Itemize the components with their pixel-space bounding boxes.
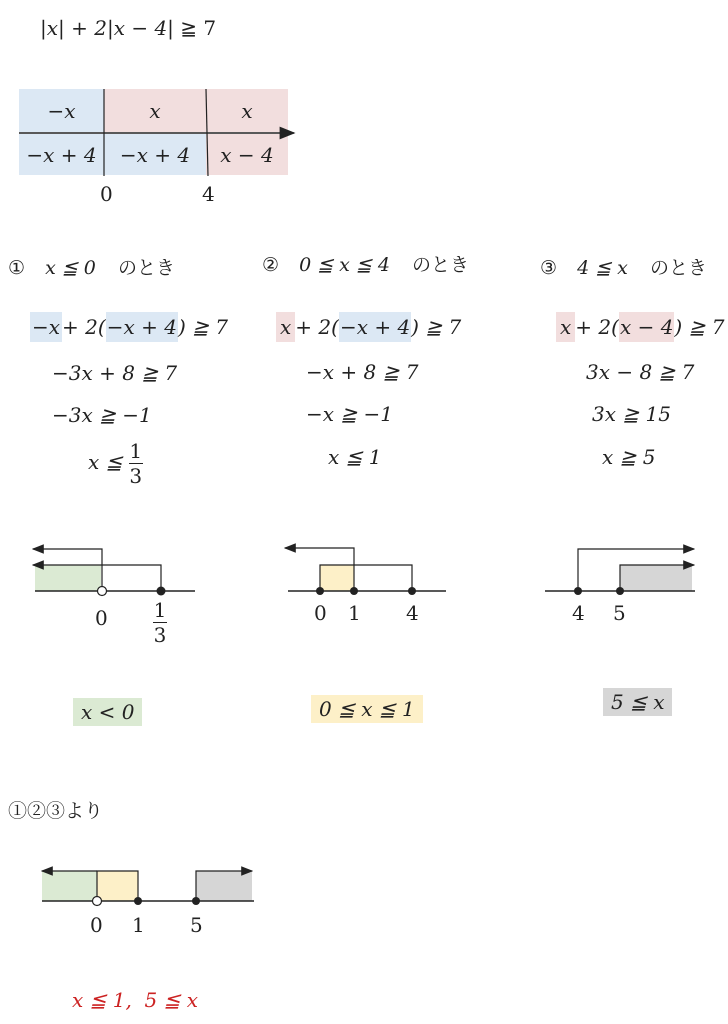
case1-condition: x ≦ 0 bbox=[45, 257, 96, 279]
case1-step2: −3x + 8 ≧ 7 bbox=[52, 361, 178, 385]
case1-step4-denominator: 3 bbox=[129, 464, 143, 488]
problem-relation: ≧ bbox=[180, 16, 198, 40]
case2-solution-shade bbox=[320, 565, 354, 591]
case2-step3: −x ≧ −1 bbox=[306, 402, 393, 426]
case3-step1-b: + 2( bbox=[575, 315, 619, 339]
case2-point-4 bbox=[408, 587, 416, 595]
case1-closed-point bbox=[157, 587, 166, 596]
case1-label-numerator: 1 bbox=[153, 598, 167, 622]
case3-point-4 bbox=[574, 587, 582, 595]
case3-step1-d: ) ≧ 7 bbox=[674, 315, 725, 339]
case2-step1-d: ) ≧ 7 bbox=[411, 315, 462, 339]
case1-step1-a: −x bbox=[30, 312, 62, 342]
case2-suffix: のとき bbox=[412, 254, 470, 276]
sign-cell-r1c2: x bbox=[104, 89, 206, 132]
case2-step1-a: x bbox=[276, 312, 295, 342]
case2-step1-b: + 2( bbox=[295, 315, 339, 339]
case1-step4-fraction bbox=[129, 441, 143, 486]
case2-label-1: 1 bbox=[348, 601, 361, 625]
case3-label-4: 4 bbox=[572, 601, 585, 625]
summary-label-0: 0 bbox=[90, 913, 103, 937]
summary-label-1: 1 bbox=[132, 913, 145, 937]
case2-result: 0 ≦ x ≦ 1 bbox=[311, 695, 423, 723]
case2-label-4: 4 bbox=[406, 601, 419, 625]
summary-point-1 bbox=[134, 897, 142, 905]
case3-step3: 3x ≧ 15 bbox=[592, 402, 671, 426]
sign-point-4: 4 bbox=[202, 182, 215, 206]
problem-lhs: |x| + 2|x − 4| bbox=[40, 16, 174, 40]
case3-step4: x ≧ 5 bbox=[602, 445, 656, 469]
summary-shade-gray bbox=[196, 871, 252, 901]
case1-number-line bbox=[33, 549, 195, 596]
final-answer: x ≦ 1, 5 ≦ x bbox=[72, 988, 199, 1012]
sign-cell-r2c2: −x + 4 bbox=[104, 134, 206, 175]
case2-label-0: 0 bbox=[314, 601, 327, 625]
case1-result: x < 0 bbox=[73, 698, 142, 726]
case1-open-point bbox=[98, 587, 107, 596]
case3-header bbox=[540, 253, 707, 280]
case3-point-5 bbox=[616, 587, 624, 595]
sign-cell-r2c3: x − 4 bbox=[206, 134, 288, 175]
case1-number: ① bbox=[8, 257, 26, 279]
sign-cell-r1c1: −x bbox=[19, 89, 104, 132]
case3-step1-c: x − 4 bbox=[619, 312, 674, 342]
case1-header bbox=[8, 253, 175, 280]
case2-number: ② bbox=[262, 254, 280, 276]
case1-step1 bbox=[30, 315, 228, 339]
summary-label: ①②③より bbox=[8, 800, 104, 822]
summary-shade-green bbox=[42, 871, 97, 901]
case2-point-0 bbox=[316, 587, 324, 595]
summary-number-line bbox=[42, 871, 254, 906]
case1-step4-numerator: 1 bbox=[129, 439, 143, 463]
sign-point-0: 0 bbox=[100, 182, 113, 206]
case3-step2: 3x − 8 ≧ 7 bbox=[586, 360, 695, 384]
case3-solution-shade bbox=[620, 565, 692, 591]
case2-header bbox=[262, 250, 469, 277]
case1-label-denominator: 3 bbox=[153, 623, 167, 647]
case1-step3: −3x ≧ −1 bbox=[52, 403, 152, 427]
sign-cell-r1c3: x bbox=[206, 89, 288, 132]
case3-number: ③ bbox=[540, 257, 558, 279]
problem-rhs: 7 bbox=[203, 16, 217, 40]
case1-step1-d: ) ≧ 7 bbox=[177, 315, 228, 339]
case1-suffix: のとき bbox=[117, 257, 175, 279]
case2-condition: 0 ≦ x ≦ 4 bbox=[299, 254, 390, 276]
case1-label-fraction bbox=[153, 600, 167, 645]
case3-step1 bbox=[556, 315, 724, 339]
case3-condition: 4 ≦ x bbox=[577, 257, 628, 279]
case3-result: 5 ≦ x bbox=[603, 688, 672, 716]
summary-label-5: 5 bbox=[190, 913, 203, 937]
summary-shade-yellow bbox=[97, 871, 138, 901]
case2-step4: x ≦ 1 bbox=[328, 445, 382, 469]
case1-label-0: 0 bbox=[95, 606, 108, 630]
case2-number-line bbox=[285, 548, 446, 595]
case3-label-5: 5 bbox=[613, 601, 626, 625]
case2-step2: −x + 8 ≧ 7 bbox=[306, 360, 419, 384]
case1-step4-lhs: x ≦ bbox=[88, 450, 123, 474]
case2-step1-c: −x + 4 bbox=[339, 312, 411, 342]
case2-point-1 bbox=[350, 587, 358, 595]
case3-suffix: のとき bbox=[649, 257, 707, 279]
case1-step1-c: −x + 4 bbox=[106, 312, 178, 342]
case3-step1-a: x bbox=[556, 312, 575, 342]
case3-number-line bbox=[545, 549, 695, 595]
summary-open-point-0 bbox=[93, 897, 102, 906]
case1-step1-b: + 2( bbox=[62, 315, 106, 339]
sign-cell-r2c1: −x + 4 bbox=[19, 134, 104, 175]
case1-solution-shade bbox=[35, 565, 101, 591]
summary-point-5 bbox=[192, 897, 200, 905]
case1-step4 bbox=[88, 441, 143, 486]
case2-step1 bbox=[276, 315, 461, 339]
